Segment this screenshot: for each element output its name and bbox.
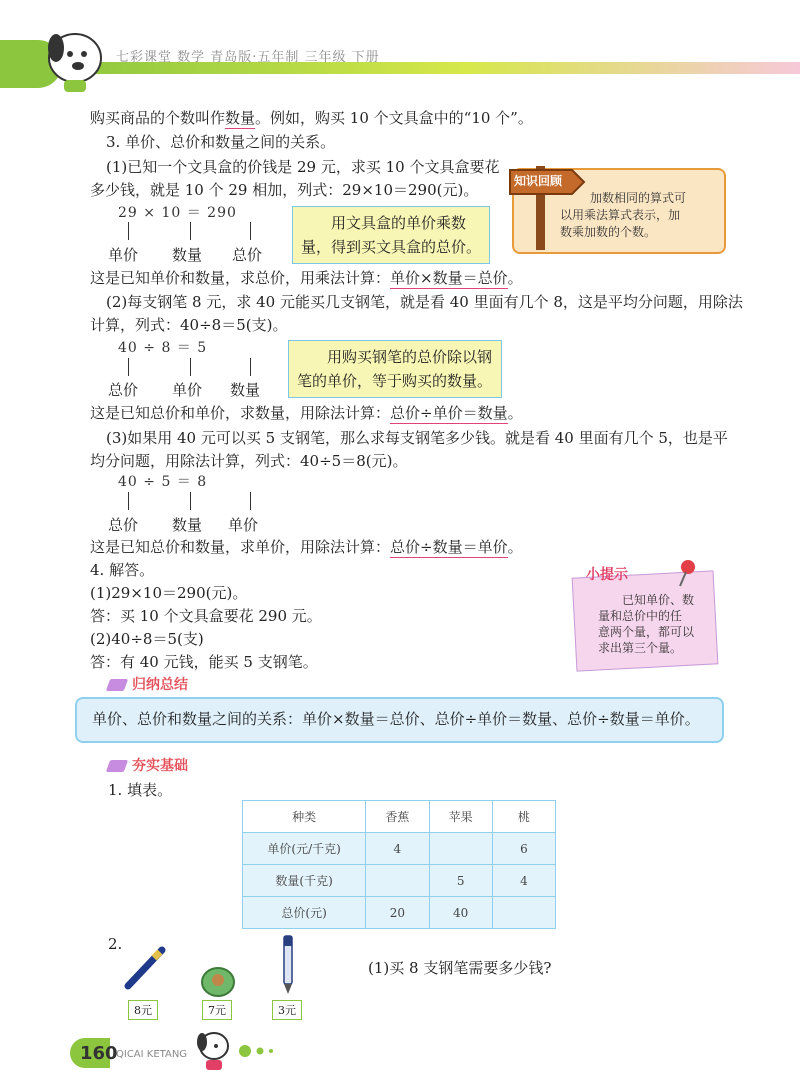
table-cell: 4 [366,833,429,865]
footer-brand: QICAI KETANG [116,1049,188,1060]
tip-title: 小提示 [586,567,628,583]
table-header-cell: 种类 [243,801,366,833]
summary-heading: 归纳总结 [108,674,188,694]
ex2-bar1 [128,358,129,376]
price-tag-ballpoint: 3元 [272,1000,302,1020]
question-2-1: (1)买 8 支钢笔需要多少钱? [368,959,552,977]
ex2-label-total: 总价 [108,381,139,399]
table-cell: 4 [492,865,555,897]
table-cell-blank[interactable] [429,833,492,865]
mascot-dog-footer-icon [192,1026,236,1076]
fountain-pen-icon [120,944,170,994]
ex3-bar2 [190,492,191,510]
ex1-equation: 29 × 10 ＝ 290 [118,205,237,221]
table-cell: 20 [366,897,429,929]
ex3-bar3 [250,492,251,510]
table-header-cell: 香蕉 [366,801,429,833]
ex2-label-quantity: 数量 [230,381,261,399]
item-4-heading: 4. 解答。 [90,561,155,579]
ex2-line1: (2)每支钢笔 8 元，求 40 元能买几支钢笔，就是看 40 里面有几个 8，这是平均分问题，用除法 [106,293,743,311]
ex2-bar2 [190,358,191,376]
ex1-label-quantity: 数量 [172,246,203,264]
table-cell-blank[interactable] [366,865,429,897]
ex1-bar1 [128,222,129,240]
ex1-line2: 多少钱，就是 10 个 29 相加，列式：29×10＝290(元)。 [90,181,479,199]
header-title: 七彩课堂 数学 青岛版·五年制 三年级 下册 [116,50,380,65]
ex3-line2: 均分问题，用除法计算，列式：40÷5＝8(元)。 [90,452,408,470]
review-text: 加数相同的算式可 以用乘法算式表示，加 数乘加数的个数。 [560,191,687,239]
pencil-icon [106,760,128,772]
table-cell: 单价(元/千克) [243,833,366,865]
answer-1: (1)29×10＝290(元)。 [90,584,248,602]
item-3-heading: 3. 单价、总价和数量之间的关系。 [106,133,336,151]
ex1-label-total: 总价 [232,246,263,264]
pencil-sharpener-icon [200,964,236,998]
ex3-label-unit-price: 单价 [228,516,259,534]
question-1: 1. 填表。 [108,781,173,799]
table-cell: 6 [492,833,555,865]
ex2-conclusion: 这是已知总价和单价，求数量，用除法计算：总价÷单价＝数量。 [90,404,523,422]
ex2-equation: 40 ÷ 8 ＝ 5 [118,340,208,356]
ex2-bar3 [250,358,251,376]
table-cell: 40 [429,897,492,929]
table-cell: 数量(千克) [243,865,366,897]
question-2: 2. [108,935,123,953]
answer-2-reply: 答：有 40 元钱，能买 5 支钢笔。 [90,653,318,671]
basics-heading: 夯实基础 [108,755,188,775]
page-number: 160 [80,1043,118,1064]
ex3-label-total: 总价 [108,516,139,534]
ex2-line2: 计算，列式：40÷8＝5(支)。 [90,316,288,334]
ex3-line1: (3)如果用 40 元可以买 5 支钢笔，那么求每支钢笔多少钱。就是看 40 里面有几个 5，也是平 [106,429,728,447]
fill-table [242,800,556,929]
ex1-line1: (1)已知一个文具盒的价钱是 29 元，求买 10 个文具盒要花 [106,158,500,176]
ex3-equation: 40 ÷ 5 ＝ 8 [118,474,208,490]
answer-1-reply: 答：买 10 个文具盒要花 290 元。 [90,607,322,625]
pencil-icon [106,679,128,691]
answer-2: (2)40÷8＝5(支) [90,630,204,648]
ballpoint-pen-icon [278,934,298,996]
para-quantity: 购买商品的个数叫作数量。例如，购买 10 个文具盒中的“10 个”。 [90,109,533,127]
table-cell: 总价(元) [243,897,366,929]
ex1-conclusion: 这是已知单价和数量，求总价，用乘法计算：单价×数量＝总价。 [90,269,523,287]
ex1-bar3 [250,222,251,240]
ex3-label-quantity: 数量 [172,516,203,534]
ex1-note: 用文具盒的单价乘数 量，得到买文具盒的总价。 [292,206,490,264]
summary-text: 单价、总价和数量之间的关系：单价×数量＝总价、总价÷单价＝数量、总价÷数量＝单价。 [92,710,700,728]
ex1-label-unit-price: 单价 [108,246,139,264]
table-header-cell: 苹果 [429,801,492,833]
ex3-conclusion: 这是已知总价和数量，求单价，用除法计算：总价÷数量＝单价。 [90,538,523,556]
price-tag-sharpener: 7元 [202,1000,232,1020]
price-tag-pen: 8元 [128,1000,158,1020]
ex2-label-unit-price: 单价 [172,381,203,399]
pushpin-icon [674,558,700,588]
table-cell-blank[interactable] [492,897,555,929]
table-cell: 5 [429,865,492,897]
dots-decoration-icon [238,1044,278,1058]
tip-text: 已知单价、数 量和总价中的任 意两个量，都可以 求出第三个量。 [598,593,695,655]
table-header-cell: 桃 [492,801,555,833]
ex3-bar1 [128,492,129,510]
ex1-bar2 [190,222,191,240]
review-title: 知识回顾 [514,174,563,188]
mascot-dog-icon [40,18,110,98]
ex2-note: 用购买钢笔的总价除以钢 笔的单价，等于购买的数量。 [288,340,502,398]
